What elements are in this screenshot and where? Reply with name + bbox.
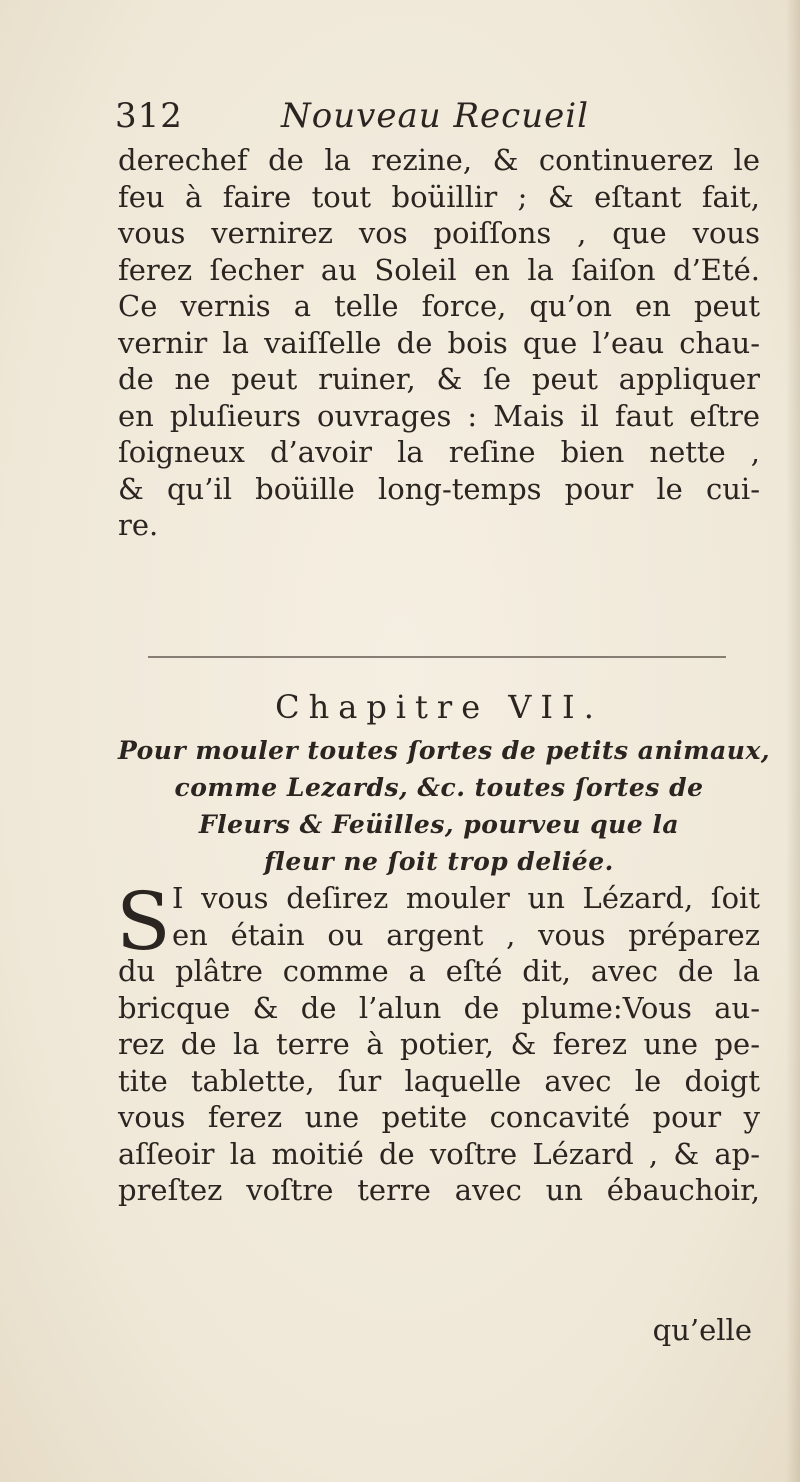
text-line: derechef de la rezine, & continuerez le bbox=[118, 143, 760, 177]
text-line: & qu’il boüille long-temps pour le cui- bbox=[118, 471, 760, 506]
running-title: Nouveau Recueil bbox=[281, 96, 589, 136]
text-line: en étain ou argent , vous préparez bbox=[172, 917, 760, 952]
page-edge-shadow bbox=[786, 0, 800, 1482]
text-line: re. bbox=[118, 508, 159, 542]
text-line: ſoigneux d’avoir la reſine bien nette , bbox=[118, 435, 760, 469]
paragraph-2 bbox=[116, 875, 760, 1209]
text-line: ferez ſecher au Soleil en la ſaiſon d’Eté. bbox=[118, 252, 760, 287]
chapter-heading: Chapitre VII. bbox=[275, 688, 603, 726]
paragraph-1 bbox=[118, 142, 760, 544]
text-line: de ne peut ruiner, & ſe peut appliquer bbox=[118, 362, 760, 396]
subtitle-line: fleur ne ſoit trop deliée. bbox=[264, 847, 614, 876]
text-line: du plâtre comme a eſté dit, avec de la bbox=[118, 954, 760, 988]
subtitle-line: Fleurs & Feüilles, pourveu que la bbox=[198, 810, 680, 839]
text-line: bricque & de l’alun de plume:Vous au- bbox=[118, 990, 760, 1025]
text-line: vernir la vaiſſelle de bois que l’eau chau- bbox=[118, 325, 760, 360]
chapter-subtitle bbox=[118, 732, 771, 880]
text-line: aſſeoir la moitié de voſtre Lézard , & ap- bbox=[118, 1136, 760, 1171]
page-number: 312 bbox=[115, 96, 183, 136]
text-line: I vous deſirez mouler un Lézard, ſoit bbox=[172, 881, 760, 915]
text-line: tite tablette, ſur laquelle avec le doigt bbox=[118, 1063, 760, 1098]
drop-cap: S bbox=[116, 875, 171, 968]
section-divider bbox=[148, 656, 726, 658]
text-line: preſtez voſtre terre avec un ébauchoir, bbox=[118, 1173, 760, 1207]
catchword: qu’elle bbox=[652, 1313, 752, 1347]
text-line: Ce vernis a telle force, qu’on en peut bbox=[118, 289, 760, 323]
text-line: en pluſieurs ouvrages : Mais il faut eſtre bbox=[118, 398, 760, 433]
text-line: vous vernirez vos poiſſons , que vous bbox=[118, 216, 760, 250]
subtitle-line: Pour mouler toutes ſortes de petits animaux, bbox=[118, 736, 771, 765]
text-line: rez de la terre à potier, & ferez une pe- bbox=[118, 1027, 760, 1061]
text-line: vous ferez une petite concavité pour y bbox=[118, 1100, 760, 1134]
text-line: feu à faire tout boüillir ; & eſtant fait, bbox=[118, 179, 760, 214]
subtitle-line: comme Lezards, &c. toutes ſortes de bbox=[174, 773, 704, 802]
page-header bbox=[115, 96, 755, 146]
